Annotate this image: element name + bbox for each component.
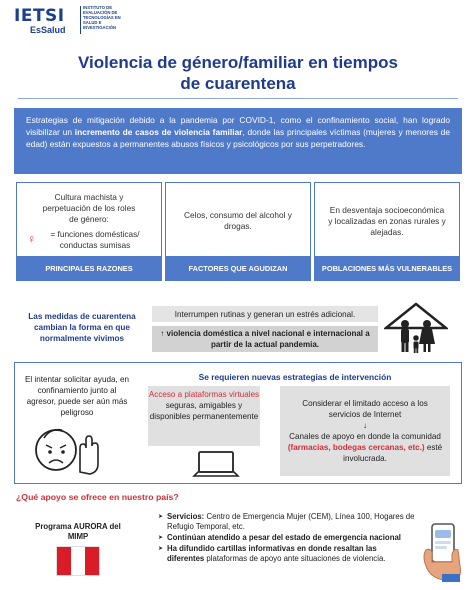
laptop-icon — [192, 450, 240, 480]
logo-subtitle: EsSalud — [30, 25, 66, 35]
danger-note: El intentar solicitar ayuda, en confinamiento junto al agresor, puede ser aún más peligroso — [25, 375, 129, 417]
list-item: ➤ Ha difundido cartillas informativas en donde resaltan las diferentes plataformas de apoyo ante situaciones de violencia. — [158, 544, 416, 564]
family-house-icon — [384, 302, 448, 358]
intro-panel: Estrategias de mitigación debido a la pandemia por COVID-1, como el confinamiento social, han logrado visibilizar un incremento de casos de violencia familiar, donde las principales víctimas (mujeres y menores de edad) están expuestos a permanentes abusos físicos y psicológicos por sus perpetradores. — [14, 108, 462, 174]
title-divider — [18, 98, 458, 99]
list-item: ➤ Servicios: Centro de Emergencia Mujer (CEM), Línea 100, Hogares de Refugio Temporal, etc. — [158, 512, 416, 532]
up-arrow-icon: ↑ — [160, 329, 165, 338]
routine-disruption-bar: Interrumpen rutinas y generan un estrés adicional. — [152, 306, 378, 322]
card-vulnerable-populations — [314, 182, 460, 281]
virtual-platforms-box: Acceso a plataformas virtuales seguras, amigables y disponibles permanentemente — [148, 386, 260, 446]
down-arrow-icon: ↓ — [362, 421, 368, 430]
services-list — [158, 512, 416, 565]
card-footer: PRINCIPALES RAZONES — [17, 256, 161, 280]
card-footer: POBLACIONES MÁS VULNERABLES — [315, 256, 459, 280]
program-name: Programa AURORA del MIMP — [35, 522, 121, 541]
page-title: Violencia de género/familiar en tiempos de cuarentena — [78, 53, 398, 93]
phone-in-hand-icon — [418, 520, 466, 584]
community-channels-box: Considerar el limitado acceso a los servicios de Internet ↓ Canales de apoyo en donde la comunidad (farmacias, bodegas cercanas, etc.) esté involucrada. — [280, 386, 450, 476]
card-text: Celos, consumo del alcohol y drogas. — [184, 210, 292, 231]
support-question: ¿Qué apoyo se ofrece en nuestro país? — [16, 492, 179, 502]
strategies-heading: Se requieren nuevas estrategias de intervención — [198, 372, 392, 382]
logo-text: IETSI — [14, 6, 65, 26]
card-main-reasons — [16, 182, 162, 281]
logo-divider — [80, 6, 81, 34]
card-text: En desventaja socioeconómica y localizadas en zonas rurales y alejadas. — [328, 204, 446, 237]
peru-flag-icon — [56, 546, 100, 576]
card-aggravating-factors — [165, 182, 311, 281]
violence-increase-bar: ↑ violencia doméstica a nivel nacional e internacional a partir de la actual pandemia. — [152, 326, 378, 352]
distressed-face-icon — [32, 424, 102, 476]
card-text: Cultura machista y perpetuación de los roles de género: — [42, 191, 136, 224]
female-symbol-icon: ♀ — [27, 232, 36, 246]
card-text: = funciones domésticas/ conductas sumisas — [50, 228, 140, 250]
card-footer: FACTORES QUE AGUDIZAN — [166, 256, 310, 280]
logo-institute: INSTITUTO DE EVALUACIÓN DE TECNOLOGÍAS EN SALUD E INVESTIGACIÓN — [83, 5, 121, 30]
quarantine-measures-text: Las medidas de cuarentena cambian la forma en que normalmente vivimos — [28, 312, 136, 343]
list-item: ➤ Continúan atendido a pesar del estado de emergencia nacional — [158, 533, 416, 543]
